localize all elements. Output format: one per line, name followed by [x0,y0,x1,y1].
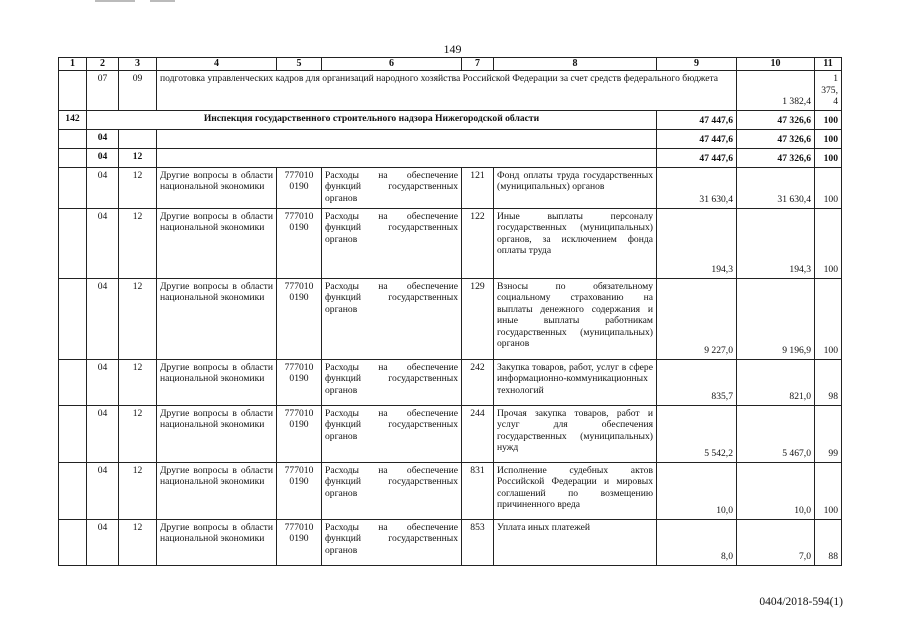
cell-expense-direction: Расходы на обеспечение функций государственных органов [322,405,462,462]
cell-target-article: 777010 0190 [277,359,322,405]
cell-subsection: 12 [119,167,157,208]
table-row [59,167,842,208]
cell-planned: 9 227,0 [657,278,737,359]
header-cell: 1 [59,58,87,71]
cell-empty [59,167,87,208]
cell-percent: 100 [815,167,842,208]
cell-target-article: 777010 0190 [277,405,322,462]
cell-item-name: Другие вопросы в области национальной экономики [157,359,277,405]
scan-mark [150,0,175,2]
cell-org-title: Инспекция государственного строительного надзора Нижегородской области [87,110,657,129]
header-cell: 10 [737,58,815,71]
cell-planned: 47 447,6 [657,129,737,148]
cell-percent: 99 [815,405,842,462]
cell-subsection: 12 [119,405,157,462]
org-row [59,110,842,129]
cell-planned: 5 542,2 [657,405,737,462]
header-cell: 7 [462,58,494,71]
cell-subsection: 12 [119,278,157,359]
cell-item-name: Другие вопросы в области национальной экономики [157,462,277,519]
scan-mark [95,0,135,2]
cell-description: подготовка управленческих кадров для организаций народного хозяйства Российской Федерации за счет средств федерального бюджета [157,71,737,111]
cell-section: 04 [87,167,119,208]
page-number: 149 [443,42,462,56]
cell-actual: 31 630,4 [737,167,815,208]
cell-section: 04 [87,405,119,462]
cell-planned: 31 630,4 [657,167,737,208]
cell-expense-type: 831 [462,462,494,519]
cell-target-article: 777010 0190 [277,208,322,278]
header-cell: 11 [815,58,842,71]
cell-actual: 47 326,6 [737,148,815,167]
cell-expense-type: 244 [462,405,494,462]
header-cell: 9 [657,58,737,71]
cell-planned: 47 447,6 [657,148,737,167]
cell-empty [59,71,87,111]
cell-subsection: 12 [119,359,157,405]
cell-planned: 1 382,4 [737,71,815,111]
cell-actual: 194,3 [737,208,815,278]
cell-expense-type-name: Закупка товаров, работ, услуг в сфере информационно-коммуникационных технологий [494,359,657,405]
cell-actual: 1 375,4 [815,71,842,111]
cell-expense-type-name: Фонд оплаты труда государственных (муниципальных) органов [494,167,657,208]
table-row [59,278,842,359]
cell-actual: 47 326,6 [737,129,815,148]
cell-percent: 100 [815,462,842,519]
cell-actual: 10,0 [737,462,815,519]
cell-actual: 47 326,6 [737,110,815,129]
cell-expense-type-name: Иные выплаты персоналу государственных (муниципальных) органов, за исключением фонда оплаты труда [494,208,657,278]
cell-percent: 88 [815,519,842,565]
header-row [59,58,842,71]
cell-target-article: 777010 0190 [277,167,322,208]
cell-expense-type: 121 [462,167,494,208]
table-row [59,71,842,111]
cell-actual: 821,0 [737,359,815,405]
cell-actual: 9 196,9 [737,278,815,359]
cell-expense-direction: Расходы на обеспечение функций государственных органов [322,167,462,208]
cell-subsection: 12 [119,519,157,565]
cell-item-name: Другие вопросы в области национальной экономики [157,208,277,278]
cell-actual: 5 467,0 [737,405,815,462]
header-cell: 5 [277,58,322,71]
cell-expense-type: 122 [462,208,494,278]
subsection-row [59,148,842,167]
cell-expense-direction: Расходы на обеспечение функций государственных органов [322,462,462,519]
cell-empty [59,462,87,519]
cell-empty [59,519,87,565]
cell-percent: 100 [815,129,842,148]
cell-planned: 10,0 [657,462,737,519]
cell-target-article: 777010 0190 [277,462,322,519]
cell-expense-direction: Расходы на обеспечение функций государственных органов [322,519,462,565]
table-row [59,462,842,519]
cell-empty [59,278,87,359]
cell-empty [157,148,657,167]
cell-empty [59,359,87,405]
cell-expense-direction: Расходы на обеспечение функций государственных органов [322,208,462,278]
table-row [59,359,842,405]
header-cell: 6 [322,58,462,71]
cell-actual: 7,0 [737,519,815,565]
cell-empty [59,129,87,148]
cell-org-code: 142 [59,110,87,129]
cell-subsection: 12 [119,462,157,519]
cell-expense-type-name: Исполнение судебных актов Российской Федерации и мировых соглашений по возмещению причиненного вреда [494,462,657,519]
document-code: 0404/2018-594(1) [759,596,843,608]
cell-percent: 98 [815,359,842,405]
cell-section: 07 [87,71,119,111]
cell-expense-type-name: Взносы по обязательному социальному страхованию на выплаты денежного содержания и иные выплаты работникам государственных (муниципальных) органов [494,278,657,359]
cell-expense-type-name: Уплата иных платежей [494,519,657,565]
cell-planned: 8,0 [657,519,737,565]
cell-empty [119,129,157,148]
cell-expense-direction: Расходы на обеспечение функций государственных органов [322,278,462,359]
cell-target-article: 777010 0190 [277,519,322,565]
cell-subsection: 12 [119,148,157,167]
section-row [59,129,842,148]
cell-section: 04 [87,462,119,519]
cell-subsection: 09 [119,71,157,111]
budget-table [58,57,842,566]
header-cell: 4 [157,58,277,71]
cell-section: 04 [87,278,119,359]
cell-item-name: Другие вопросы в области национальной экономики [157,278,277,359]
header-cell: 8 [494,58,657,71]
header-cell: 2 [87,58,119,71]
cell-expense-type-name: Прочая закупка товаров, работ и услуг для обеспечения государственных (муниципальных) нужд [494,405,657,462]
cell-percent: 100 [815,278,842,359]
table-row [59,208,842,278]
cell-planned: 835,7 [657,359,737,405]
cell-empty [59,208,87,278]
cell-section: 04 [87,148,119,167]
cell-expense-type: 129 [462,278,494,359]
cell-percent: 100 [815,110,842,129]
table-row [59,519,842,565]
cell-expense-type: 242 [462,359,494,405]
cell-section: 04 [87,359,119,405]
cell-subsection: 12 [119,208,157,278]
cell-empty [157,129,657,148]
cell-planned: 47 447,6 [657,110,737,129]
cell-target-article: 777010 0190 [277,278,322,359]
cell-section: 04 [87,129,119,148]
cell-expense-type: 853 [462,519,494,565]
header-cell: 3 [119,58,157,71]
cell-item-name: Другие вопросы в области национальной экономики [157,405,277,462]
cell-item-name: Другие вопросы в области национальной экономики [157,167,277,208]
cell-section: 04 [87,208,119,278]
cell-empty [59,148,87,167]
cell-section: 04 [87,519,119,565]
cell-empty [59,405,87,462]
cell-expense-direction: Расходы на обеспечение функций государственных органов [322,359,462,405]
cell-percent: 100 [815,208,842,278]
cell-item-name: Другие вопросы в области национальной экономики [157,519,277,565]
cell-percent: 100 [815,148,842,167]
cell-planned: 194,3 [657,208,737,278]
table-row [59,405,842,462]
